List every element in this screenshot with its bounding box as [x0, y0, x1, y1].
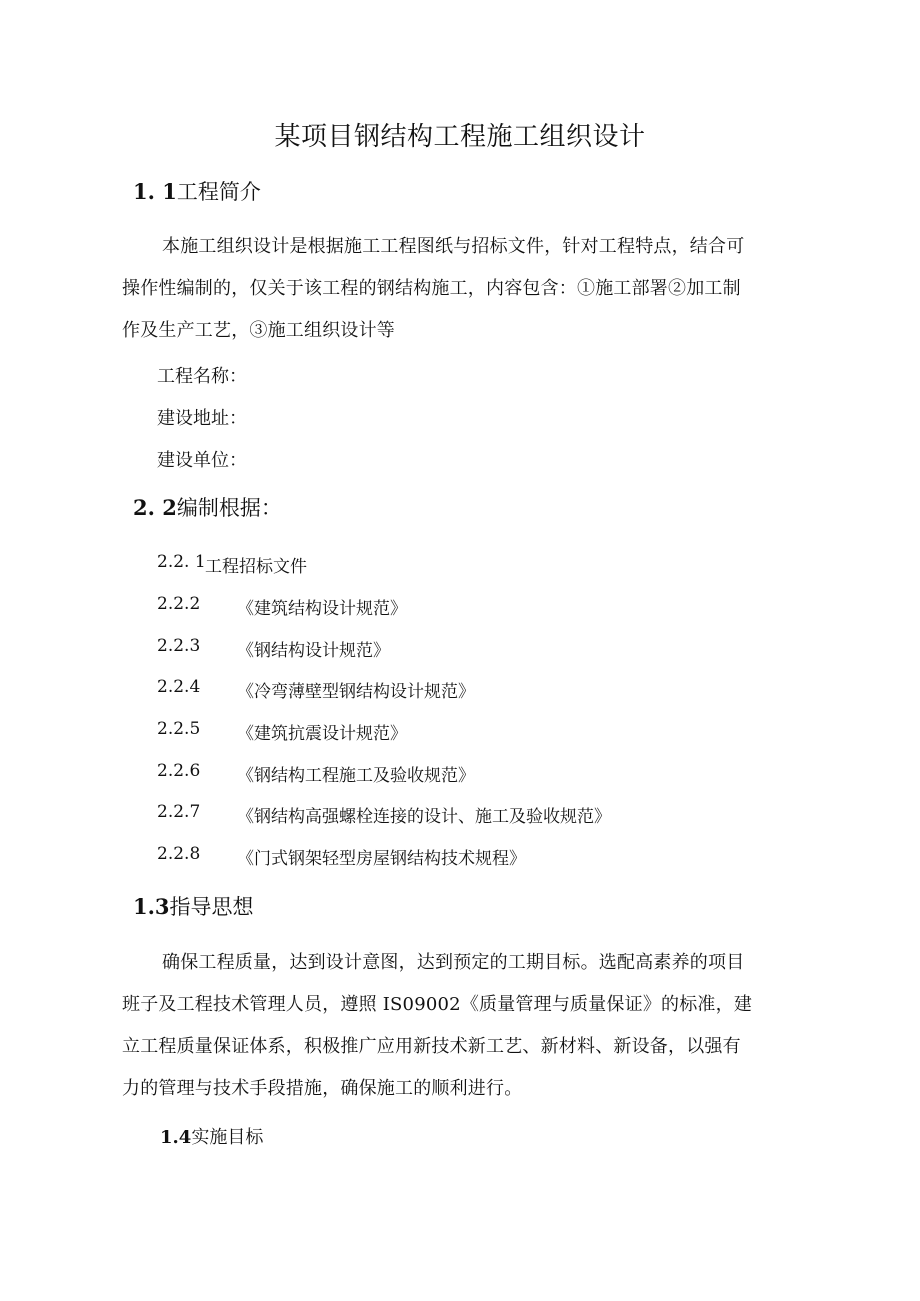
intro-paragraph	[122, 226, 822, 352]
reference-text: 《门式钢架轻型房屋钢结构技术规程》	[237, 849, 526, 869]
reference-text: 《建筑抗震设计规范》	[237, 724, 407, 744]
field-client: 建设单位：	[157, 450, 247, 471]
reference-number: 2.2.7	[157, 802, 201, 822]
section-number: 2. 2	[133, 495, 177, 520]
guidance-line-2: 班子及工程技术管理人员，遵照 IS09002《质量管理与质量保证》的标准，建	[122, 994, 753, 1015]
section-number: 1.3	[133, 894, 170, 919]
reference-text: 《钢结构设计规范》	[237, 641, 390, 661]
guidance-line-4: 力的管理与技术手段措施，确保施工的顺利进行。	[122, 1078, 523, 1099]
guidance-paragraph	[122, 942, 822, 1110]
section-heading-guidance	[133, 891, 254, 921]
guidance-line-1: 确保工程质量，达到设计意图，达到预定的工期目标。选配高素养的项目	[162, 952, 745, 973]
reference-number: 2.2.3	[157, 636, 201, 656]
reference-number: 2.2. 1	[157, 552, 206, 572]
reference-number: 2.2.2	[157, 594, 201, 614]
reference-number: 2.2.8	[157, 844, 201, 864]
document-title: 某项目钢结构工程施工组织设计	[274, 122, 646, 152]
section-number: 1. 1	[133, 179, 177, 204]
section-label: 指导思想	[169, 895, 254, 919]
intro-line-3: 作及生产工艺，③施工组织设计等	[122, 320, 395, 341]
reference-text: 《冷弯薄壁型钢结构设计规范》	[237, 682, 475, 702]
reference-number: 2.2.5	[157, 719, 201, 739]
guidance-line-3: 立工程质量保证体系，积极推广应用新技术新工艺、新材料、新设备，以强有	[122, 1036, 741, 1057]
section-number: 1.4	[160, 1127, 192, 1148]
section-label: 编制根据：	[176, 496, 282, 520]
reference-text: 工程招标文件	[205, 557, 307, 577]
section-label: 实施目标	[191, 1127, 264, 1148]
reference-number: 2.2.6	[157, 761, 201, 781]
reference-number: 2.2.4	[157, 677, 201, 697]
reference-text: 《建筑结构设计规范》	[237, 599, 407, 619]
reference-text: 《钢结构工程施工及验收规范》	[237, 766, 475, 786]
section-heading-basis	[133, 492, 282, 522]
section-heading-overview	[133, 176, 261, 206]
intro-line-2: 操作性编制的，仅关于该工程的钢结构施工，内容包含：①施工部署②加工制	[122, 278, 741, 299]
section-heading-targets	[160, 1123, 263, 1149]
field-project-name: 工程名称：	[157, 366, 247, 387]
field-site-address: 建设地址：	[157, 408, 247, 429]
reference-text: 《钢结构高强螺栓连接的设计、施工及验收规范》	[237, 807, 611, 827]
intro-line-1: 本施工组织设计是根据施工工程图纸与招标文件，针对工程特点，结合可	[162, 236, 745, 257]
section-label: 工程简介	[176, 180, 261, 204]
